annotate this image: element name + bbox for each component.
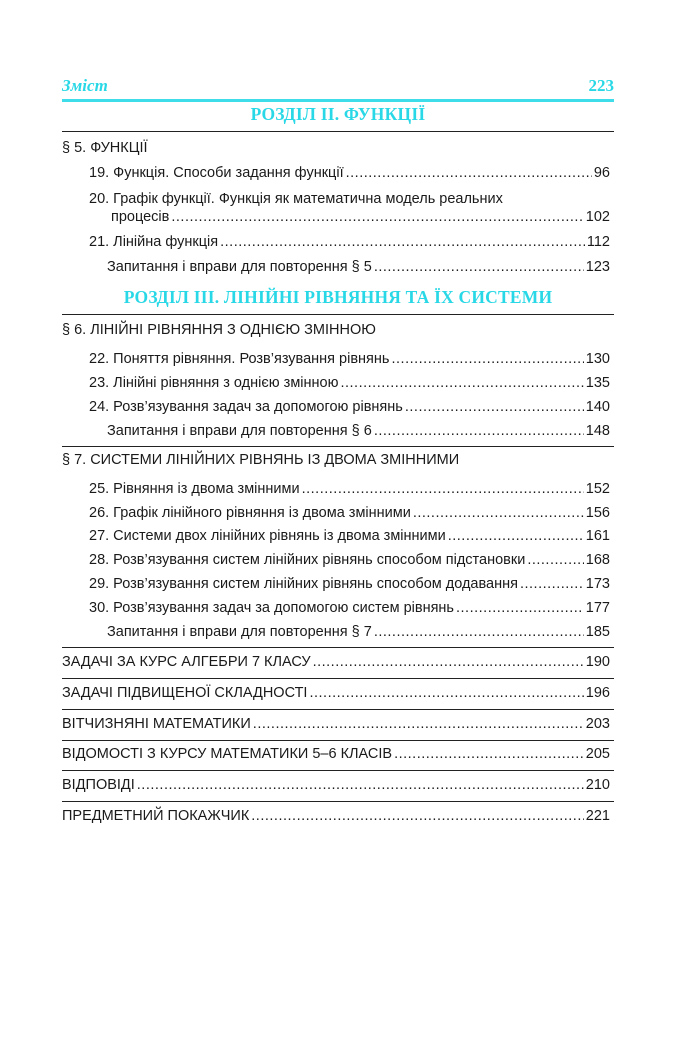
toc-entry[interactable]	[89, 552, 610, 568]
toc-entry-page: 173	[585, 576, 610, 592]
toc-entry-page: 135	[585, 375, 610, 391]
toc-entry[interactable]	[89, 528, 610, 544]
toc-entry-text: ЗАДАЧІ ЗА КУРС АЛГЕБРИ 7 КЛАСУ	[62, 654, 311, 670]
toc-entry-text: ВІДОМОСТІ З КУРСУ МАТЕМАТИКИ 5–6 КЛАСІВ	[62, 746, 393, 762]
toc-entry-page: 123	[585, 259, 610, 275]
toc-entry-page: 102	[585, 209, 610, 225]
divider	[62, 740, 614, 741]
divider	[62, 131, 614, 132]
leader-dots	[374, 624, 584, 640]
leader-dots	[309, 685, 583, 701]
toc-entry-text: ВІДПОВІДІ	[62, 777, 135, 793]
toc-entry-page: 196	[585, 685, 610, 701]
toc-entry[interactable]	[89, 600, 610, 616]
divider	[62, 678, 614, 679]
toc-entry-text: 29. Розв’язування систем лінійних рівнянь способом додавання	[89, 576, 518, 592]
leader-dots	[405, 399, 584, 415]
toc-entry-text: ЗАДАЧІ ПІДВИЩЕНОЇ СКЛАДНОСТІ	[62, 685, 308, 701]
leader-dots	[253, 716, 584, 732]
toc-entry-page: 190	[585, 654, 610, 670]
leader-dots	[313, 654, 584, 670]
leader-dots	[391, 351, 583, 367]
leader-dots	[413, 505, 584, 521]
toc-entry-text: Запитання і вправи для повторення § 6	[107, 423, 372, 439]
toc-entry-page: 148	[585, 423, 610, 439]
toc-entry-page: 177	[585, 600, 610, 616]
header-rule	[62, 99, 614, 102]
section-title-5: § 5. ФУНКЦІЇ	[62, 140, 148, 156]
leader-dots	[346, 165, 592, 181]
leader-dots	[137, 777, 584, 793]
toc-entry-text: 25. Рівняння із двома змінними	[89, 481, 300, 497]
toc-entry-page: 140	[585, 399, 610, 415]
toc-entry-text: 28. Розв’язування систем лінійних рівнянь способом підстановки	[89, 552, 526, 568]
toc-entry-text: 19. Функція. Способи задання функції	[89, 165, 344, 181]
toc-entry[interactable]	[89, 399, 610, 415]
toc-entry-page: 96	[593, 165, 610, 181]
toc-entry[interactable]	[111, 209, 610, 225]
leader-dots	[171, 209, 583, 225]
divider	[62, 647, 614, 648]
toc-entry-text: 24. Розв’язування задач за допомогою рівнянь	[89, 399, 403, 415]
leader-dots	[456, 600, 584, 616]
toc-entry-appendix[interactable]	[62, 685, 610, 701]
page-number: 223	[588, 76, 614, 95]
toc-entry-appendix[interactable]	[62, 808, 610, 824]
toc-entry-page: 203	[585, 716, 610, 732]
toc-entry-page: 205	[585, 746, 610, 762]
toc-entry-page: 130	[585, 351, 610, 367]
toc-entry-page: 168	[585, 552, 610, 568]
toc-entry[interactable]	[89, 351, 610, 367]
toc-entry-text: Запитання і вправи для повторення § 5	[107, 259, 372, 275]
toc-entry-page: 221	[585, 808, 610, 824]
toc-entry-text: процесів	[111, 209, 170, 225]
toc-entry-text: ПРЕДМЕТНИЙ ПОКАЖЧИК	[62, 808, 250, 824]
leader-dots	[251, 808, 584, 824]
toc-entry-review[interactable]	[107, 423, 610, 439]
toc-entry-page: 156	[585, 505, 610, 521]
leader-dots	[220, 234, 585, 250]
toc-entry-text: 27. Системи двох лінійних рівнянь із двома змінними	[89, 528, 446, 544]
running-title: Зміст	[62, 76, 108, 95]
leader-dots	[520, 576, 584, 592]
section-title-6: § 6. ЛІНІЙНІ РІВНЯННЯ З ОДНІЄЮ ЗМІННОЮ	[62, 322, 376, 338]
toc-entry-text: Запитання і вправи для повторення § 7	[107, 624, 372, 640]
toc-entry[interactable]	[89, 576, 610, 592]
divider	[62, 446, 614, 447]
part-title-2: РОЗДІЛ ІІ. ФУНКЦІЇ	[250, 104, 426, 124]
divider	[62, 770, 614, 771]
toc-entry-review[interactable]	[107, 624, 610, 640]
divider	[62, 314, 614, 315]
leader-dots	[527, 552, 583, 568]
part-title-3: РОЗДІЛ ІІІ. ЛІНІЙНІ РІВНЯННЯ ТА ЇХ СИСТЕМИ	[123, 287, 553, 307]
page-header	[62, 76, 614, 98]
toc-entry-page: 210	[585, 777, 610, 793]
toc-entry[interactable]	[89, 505, 610, 521]
toc-entry-text: 30. Розв’язування задач за допомогою систем рівнянь	[89, 600, 454, 616]
toc-entry-appendix[interactable]	[62, 746, 610, 762]
leader-dots	[374, 259, 584, 275]
toc-entry[interactable]	[89, 375, 610, 391]
leader-dots	[340, 375, 583, 391]
divider	[62, 801, 614, 802]
toc-entry-page: 152	[585, 481, 610, 497]
toc-entry[interactable]	[89, 234, 610, 250]
toc-entry-text: 26. Графік лінійного рівняння із двома змінними	[89, 505, 411, 521]
toc-entry-text: 21. Лінійна функція	[89, 234, 219, 250]
section-title-7: § 7. СИСТЕМИ ЛІНІЙНИХ РІВНЯНЬ ІЗ ДВОМА ЗМІННИМИ	[62, 452, 460, 468]
toc-entry-text: 22. Поняття рівняння. Розв’язування рівнянь	[89, 351, 390, 367]
leader-dots	[394, 746, 584, 762]
toc-entry-text-line1: 20. Графік функції. Функція як математична модель реальних	[89, 191, 503, 207]
toc-entry[interactable]	[89, 481, 610, 497]
leader-dots	[448, 528, 584, 544]
leader-dots	[374, 423, 584, 439]
divider	[62, 709, 614, 710]
toc-entry[interactable]	[89, 165, 610, 181]
toc-entry-review[interactable]	[107, 259, 610, 275]
toc-entry-page: 161	[585, 528, 610, 544]
toc-entry-page: 112	[586, 234, 610, 250]
toc-entry-appendix[interactable]	[62, 654, 610, 670]
toc-entry-text: 23. Лінійні рівняння з однією змінною	[89, 375, 339, 391]
toc-entry-appendix[interactable]	[62, 716, 610, 732]
toc-entry-page: 185	[585, 624, 610, 640]
leader-dots	[302, 481, 584, 497]
toc-entry-text: ВІТЧИЗНЯНІ МАТЕМАТИКИ	[62, 716, 251, 732]
toc-entry-appendix[interactable]	[62, 777, 610, 793]
